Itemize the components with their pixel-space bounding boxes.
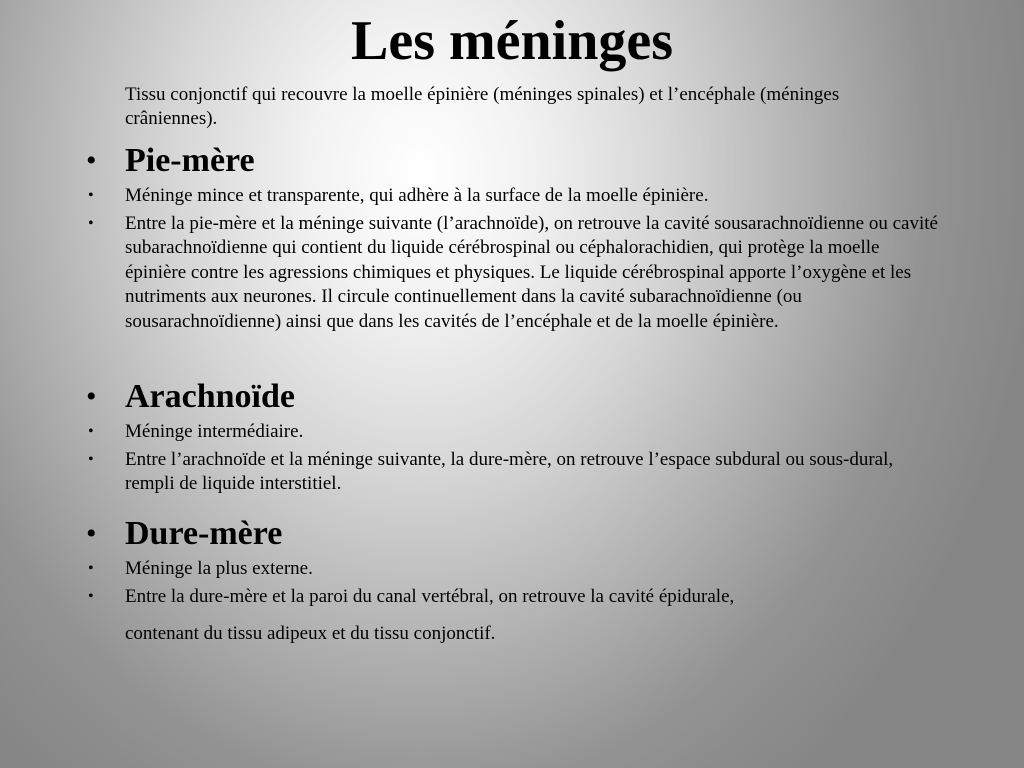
- list-item-text: Entre la pie-mère et la méninge suivante (l’arachnoïde), on retrouve la cavité sousarachnoïdienne ou cavité subarachnoïdienne qui contient du liquide cérébrospinal ou céphalorachidien, qui protège la moelle épinière contre les agressions chimiques et physiques. Le liquide cérébrospinal apporte l’oxygène et les nutriments aux neurones. Il circule continuellement dans la cavité subarachnoïdienne (ou sousarachnoïdienne) ainsi que dans les cavités de l’encéphale et de la moelle épinière.: [125, 212, 938, 332]
- list-item-continuation: contenant du tissu adipeux et du tissu conjonctif.: [125, 623, 496, 644]
- list-item: [0, 585, 940, 647]
- section-pie-mere: [0, 141, 1024, 334]
- list-item-text: Entre la dure-mère et la paroi du canal vertébral, on retrouve la cavité épidurale,: [125, 585, 735, 607]
- list-item: [0, 557, 940, 582]
- list-item-text: Entre l’arachnoïde et la méninge suivante, la dure-mère, on retrouve l’espace subdural ou sous-dural, rempli de liquide interstitiel.: [125, 448, 894, 494]
- slide-title: Les méninges: [351, 10, 673, 72]
- section-heading: [0, 141, 1024, 181]
- section-heading: [0, 514, 1024, 554]
- bullet-icon: •: [88, 560, 94, 577]
- list-item: [0, 448, 940, 497]
- bullet-icon: •: [86, 380, 97, 413]
- list-item-text: Méninge mince et transparente, qui adhère à la surface de la moelle épinière.: [125, 185, 709, 206]
- list-item: [0, 212, 940, 335]
- heading-text: Dure-mère: [125, 515, 283, 552]
- list-item: [0, 184, 940, 209]
- section-heading: [0, 377, 1024, 417]
- bullet-icon: •: [88, 450, 94, 468]
- bullet-icon: •: [88, 214, 94, 232]
- bullet-icon: •: [88, 423, 94, 440]
- section-arachnoide: [0, 377, 1024, 497]
- list-item: [0, 420, 940, 445]
- section-dure-mere: [0, 514, 1024, 647]
- heading-text: Arachnoïde: [125, 378, 295, 415]
- list-item-text: Méninge intermédiaire.: [125, 421, 304, 442]
- intro-paragraph: Tissu conjonctif qui recouvre la moelle épinière (méninges spinales) et l’encéphale (méninges crâniennes).: [125, 84, 840, 129]
- heading-text: Pie-mère: [125, 142, 255, 179]
- bullet-icon: •: [86, 144, 97, 177]
- list-item-text: Méninge la plus externe.: [125, 558, 313, 579]
- bullet-icon: •: [88, 587, 94, 605]
- bullet-icon: •: [88, 187, 94, 204]
- bullet-icon: •: [86, 517, 97, 550]
